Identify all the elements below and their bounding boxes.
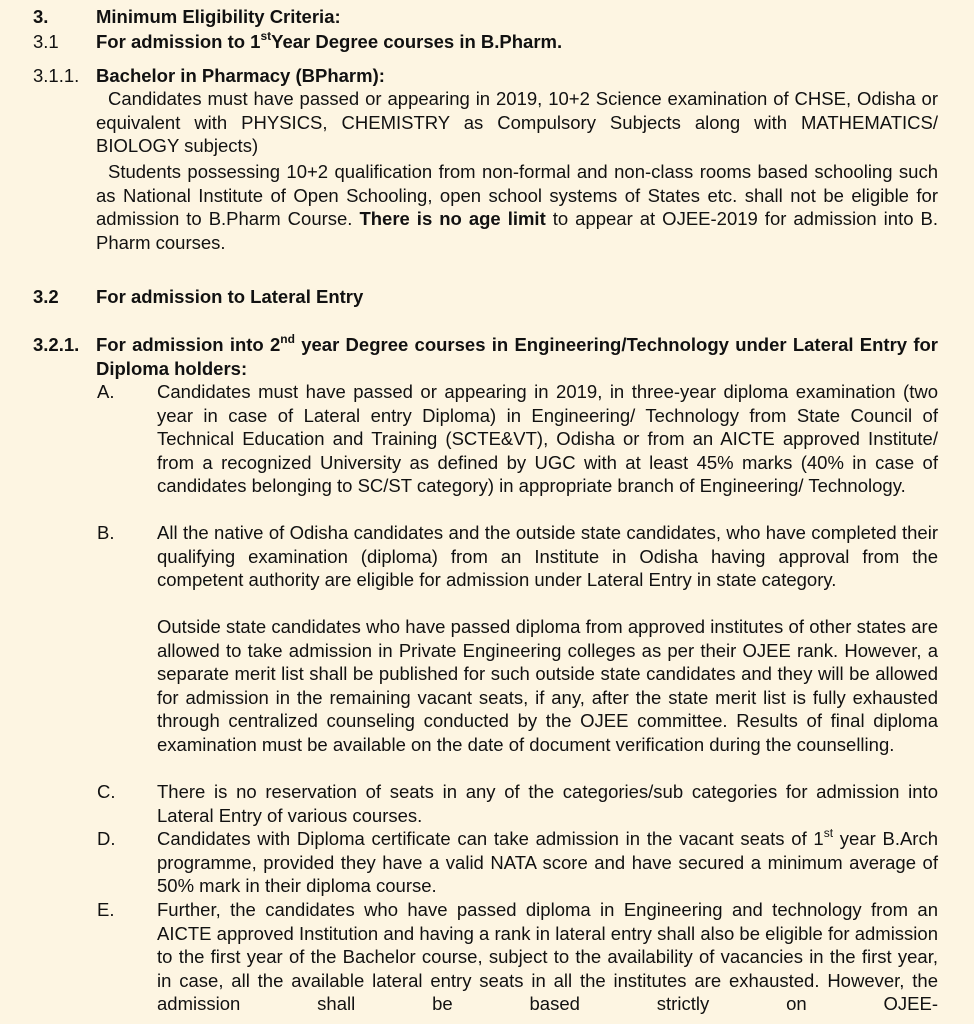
section-number-3-2: 3.2 [33, 286, 59, 307]
section-number-3-1: 3.1 [33, 31, 59, 52]
bpharm-paragraph-2 [96, 160, 938, 254]
item-text: year B.Arch programme, provided they have a valid NATA score and have secured a minimum average of 50% mark in their diploma course. [157, 828, 938, 896]
title-text: year Degree courses in Engineering/Technology under Lateral Entry for Diploma holders: [96, 334, 938, 379]
item-text: Candidates with Diploma certificate can take admission in the vacant seats of 1 [157, 828, 824, 849]
item-letter-d: D. [97, 828, 116, 849]
item-letter-a: A. [97, 381, 115, 402]
section-title-3-1-1: Bachelor in Pharmacy (BPharm): [96, 65, 385, 86]
title-text: For admission into 2 [96, 334, 281, 355]
title-superscript: nd [280, 331, 295, 346]
item-superscript: st [823, 825, 834, 840]
section-title-3: Minimum Eligibility Criteria: [96, 6, 341, 27]
section-number-3: 3. [33, 6, 49, 27]
bold-text: There is no age limit [359, 208, 546, 229]
item-letter-b: B. [97, 522, 115, 543]
item-text-d [157, 827, 938, 898]
item-text-a: Candidates must have passed or appearing in 2019, in three-year diploma examination (two year in case of Lateral entry Diploma) in Engineering/ Technology from State Council of Technical Education and Training (SCTE&VT), Odisha or from an AICTE approved Institute/ from a recognized University as defined by UGC with at least 45% marks (40% in case of candidates belonging to SC/ST category) in appropriate branch of Engineering/ Technology. [157, 381, 938, 496]
title-text: Year Degree courses in B.Pharm. [271, 31, 563, 52]
section-number-3-2-1: 3.2.1. [33, 334, 80, 355]
item-text-b: All the native of Odisha candidates and the outside state candidates, who have completed their qualifying examination (diploma) from an Institute in Odisha having approval from the competent authority are eligible for admission under Lateral Entry in state category. [157, 522, 938, 590]
item-text-b-continued: Outside state candidates who have passed diploma from approved institutes of other states are allowed to take admission in Private Engineering colleges as per their OJEE rank. However, a separate merit list shall be published for such outside state candidates and they will be allowed for admission in the remaining vacant seats, if any, after the state merit list is fully exhausted through centralized counseling conducted by the OJEE committee. Results of final diploma examination must be available on the date of document verification during the counselling. [157, 616, 938, 755]
paragraph-text: to appear at OJEE-2019 for admission into B. Pharm courses. [96, 208, 938, 253]
section-title-3-1 [96, 30, 938, 54]
item-text-e: Further, the candidates who have passed diploma in Engineering and technology from an AICTE approved Institution and having a rank in lateral entry shall also be eligible for admission to the first year of the Bachelor course, subject to the availability of vacancies in the first year, in case, all the available lateral entry seats in all the institutes are exhausted. However, the admission shall be based strictly on OJEE- [157, 899, 938, 1014]
section-number-3-1-1: 3.1.1. [33, 65, 80, 86]
section-title-3-2-1 [96, 333, 938, 380]
title-text: For admission to 1 [96, 31, 261, 52]
item-letter-c: C. [97, 781, 116, 802]
title-superscript: st [260, 28, 272, 43]
bpharm-paragraph-1: Candidates must have passed or appearing in 2019, 10+2 Science examination of CHSE, Odisha or equivalent with PHYSICS, CHEMISTRY as Compulsory Subjects along with MATHEMATICS/ BIOLOGY subjects) [96, 88, 938, 156]
section-title-3-2: For admission to Lateral Entry [96, 286, 364, 307]
paragraph-text: Students possessing 10+2 qualification from non-formal and non-class rooms based schooling such as National Institute of Open Schooling, open school systems of States etc. shall not be eligible for admission to B.Pharm Course. [96, 161, 938, 229]
item-text-c: There is no reservation of seats in any of the categories/sub categories for admission into Lateral Entry of various courses. [157, 781, 938, 826]
item-letter-e: E. [97, 899, 115, 920]
